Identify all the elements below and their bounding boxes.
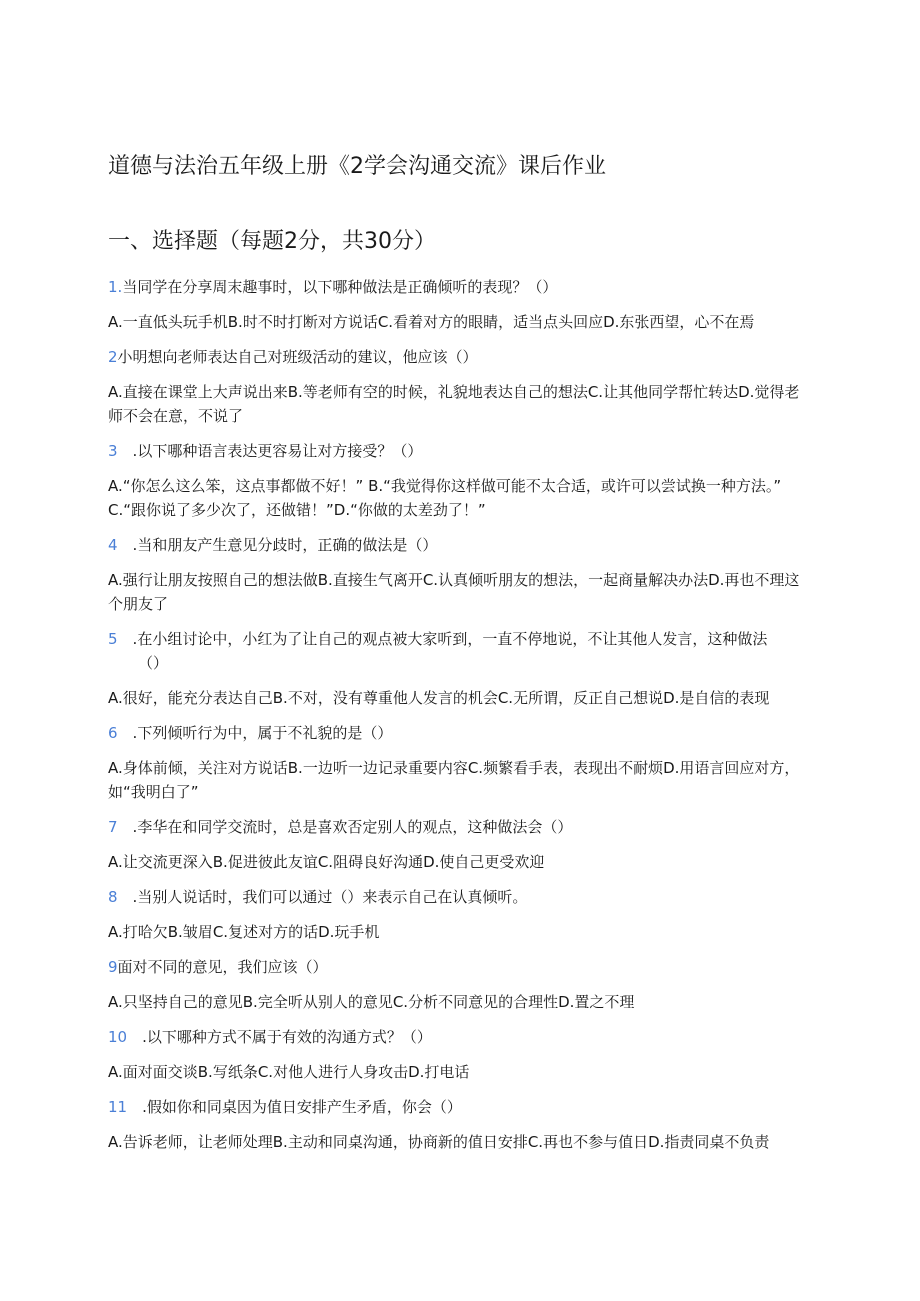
question-text: .以下哪种语言表达更容易让对方接受？（） bbox=[117, 442, 423, 460]
question-options: A.很好，能充分表达自己B.不对，没有尊重他人发言的机会C.无所谓，反正自己想说D.是自信的表现 bbox=[108, 689, 770, 707]
question-number: 5 bbox=[108, 630, 118, 648]
question-stem bbox=[108, 721, 813, 745]
question-text: 面对不同的意见，我们应该（） bbox=[117, 958, 328, 976]
question-list bbox=[108, 275, 813, 1165]
question-number: 8 bbox=[108, 888, 118, 906]
question-options: A.打哈欠B.皱眉C.复述对方的话D.玩手机 bbox=[108, 923, 380, 941]
question-text: .下列倾听行为中，属于不礼貌的是（） bbox=[117, 724, 393, 742]
question-options: A.直接在课堂上大声说出来B.等老师有空的时候，礼貌地表达自己的想法C.让其他同学帮忙转达D.觉得老师不会在意，不说了 bbox=[108, 383, 800, 425]
question-text: .李华在和同学交流时，总是喜欢否定别人的观点，这种做法会（） bbox=[117, 818, 573, 836]
question-options: A.“你怎么这么笨，这点事都做不好！” B.“我觉得你这样做可能不太合适，或许可以尝试换一种方法。” C.“跟你说了多少次了，还做错！”D.“你做的太差劲了！” bbox=[108, 477, 782, 519]
question-stem bbox=[108, 885, 813, 909]
section-title: 一、选择题（每题2分，共30分） bbox=[108, 229, 436, 254]
question-6 bbox=[108, 721, 813, 804]
question-stem bbox=[108, 439, 813, 463]
question-options: A.只坚持自己的意见B.完全听从别人的意见C.分析不同意见的合理性D.置之不理 bbox=[108, 993, 635, 1011]
question-stem bbox=[108, 627, 813, 675]
question-number: 7 bbox=[108, 818, 118, 836]
question-number: 6 bbox=[108, 724, 118, 742]
question-stem bbox=[108, 815, 813, 839]
question-10 bbox=[108, 1025, 813, 1084]
question-stem bbox=[108, 955, 813, 979]
document-title: 道德与法治五年级上册《2学会沟通交流》课后作业 bbox=[108, 154, 606, 179]
question-options: A.告诉老师，让老师处理B.主动和同桌沟通，协商新的值日安排C.再也不参与值日D.指责同桌不负责 bbox=[108, 1133, 770, 1151]
question-text: .当和朋友产生意见分歧时，正确的做法是（） bbox=[117, 536, 438, 554]
question-11 bbox=[108, 1095, 813, 1154]
question-stem bbox=[108, 345, 813, 369]
question-options: A.强行让朋友按照自己的想法做B.直接生气离开C.认真倾听朋友的想法，一起商量解决办法D.再也不理这个朋友了 bbox=[108, 571, 800, 613]
question-1 bbox=[108, 275, 813, 334]
question-number: 2 bbox=[108, 348, 118, 366]
question-text: .假如你和同桌因为值日安排产生矛盾，你会（） bbox=[127, 1098, 462, 1116]
question-stem bbox=[108, 275, 813, 299]
question-options: A.让交流更深入B.促进彼此友谊C.阻碍良好沟通D.使自己更受欢迎 bbox=[108, 853, 545, 871]
question-options: A.一直低头玩手机B.时不时打断对方说话C.看着对方的眼睛，适当点头回应D.东张西望，心不在焉 bbox=[108, 313, 755, 331]
question-stem bbox=[108, 1025, 813, 1049]
question-8 bbox=[108, 885, 813, 944]
question-text-tail: （） bbox=[138, 654, 169, 672]
question-number: 4 bbox=[108, 536, 118, 554]
question-7 bbox=[108, 815, 813, 874]
question-stem bbox=[108, 533, 813, 557]
question-9 bbox=[108, 955, 813, 1014]
question-4 bbox=[108, 533, 813, 616]
question-text: .当别人说话时，我们可以通过（）来表示自己在认真倾听。 bbox=[117, 888, 528, 906]
question-number: 9 bbox=[108, 958, 118, 976]
question-options: A.身体前倾，关注对方说话B.一边听一边记录重要内容C.频繁看手表，表现出不耐烦D.用语言回应对方，如“我明白了” bbox=[108, 759, 800, 801]
question-number: 3 bbox=[108, 442, 118, 460]
question-5 bbox=[108, 627, 813, 710]
question-3 bbox=[108, 439, 813, 522]
question-stem bbox=[108, 1095, 813, 1119]
question-number: 1. bbox=[108, 278, 123, 296]
question-text: .在小组讨论中，小红为了让自己的观点被大家听到，一直不停地说，不让其他人发言，这种做法 bbox=[117, 630, 768, 648]
question-text: 小明想向老师表达自己对班级活动的建议，他应该（） bbox=[117, 348, 478, 366]
question-number: 11 bbox=[108, 1098, 128, 1116]
question-text: .以下哪种方式不属于有效的沟通方式？（） bbox=[127, 1028, 432, 1046]
question-2 bbox=[108, 345, 813, 428]
question-number: 10 bbox=[108, 1028, 128, 1046]
question-options: A.面对面交谈B.写纸条C.对他人进行人身攻击D.打电话 bbox=[108, 1063, 470, 1081]
question-text: 当同学在分享周末趣事时，以下哪种做法是正确倾听的表现？（） bbox=[122, 278, 558, 296]
